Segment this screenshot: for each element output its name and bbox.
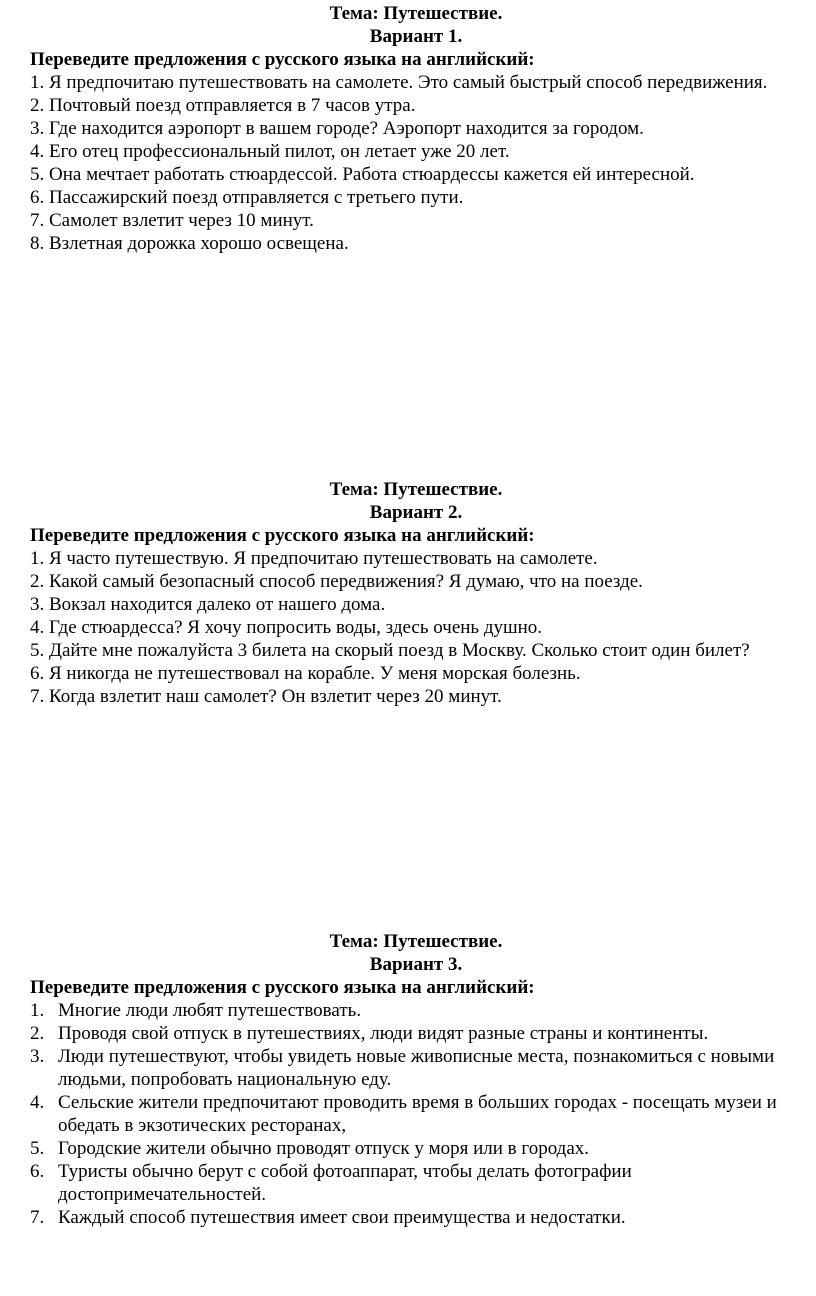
item-number: 4. (30, 617, 45, 638)
list-item (30, 209, 802, 232)
item-text: Многие люди любят путешествовать. (58, 1000, 362, 1021)
instruction-text: Переведите предложения с русского языка на английский: (30, 977, 535, 998)
topic-heading: Тема: Путешествие. (329, 479, 503, 500)
item-number: 1. (30, 548, 45, 569)
list-item (30, 1160, 802, 1206)
sentence-list (30, 71, 802, 255)
item-number: 4. (30, 1092, 45, 1113)
item-text: Взлетная дорожка хорошо освещена. (49, 233, 349, 254)
item-text: Когда взлетит наш самолет? Он взлетит через 20 минут. (49, 686, 502, 707)
item-text: Пассажирский поезд отправляется с третьего пути. (49, 187, 464, 208)
topic-heading: Тема: Путешествие. (329, 931, 503, 952)
list-item (30, 1045, 802, 1091)
item-text: Почтовый поезд отправляется в 7 часов утра. (49, 95, 416, 116)
variant-1-section (30, 2, 802, 255)
list-item (30, 71, 802, 94)
list-item (30, 662, 802, 685)
list-item (30, 117, 802, 140)
list-item (30, 1137, 802, 1160)
item-text: Городские жители обычно проводят отпуск у моря или в городах. (58, 1138, 590, 1159)
item-text: Я часто путешествую. Я предпочитаю путешествовать на самолете. (49, 548, 598, 569)
list-item (30, 232, 802, 255)
topic-heading: Тема: Путешествие. (329, 3, 503, 24)
list-item (30, 94, 802, 117)
item-number: 1. (30, 72, 45, 93)
item-text: Каждый способ путешествия имеет свои преимущества и недостатки. (58, 1207, 626, 1228)
item-text: Я предпочитаю путешествовать на самолете. Это самый быстрый способ передвижения. (49, 72, 768, 93)
instruction-text: Переведите предложения с русского языка на английский: (30, 525, 535, 546)
item-text: Его отец профессиональный пилот, он летает уже 20 лет. (49, 141, 510, 162)
list-item (30, 616, 802, 639)
item-number: 7. (30, 1207, 45, 1228)
variant-3-section (30, 930, 802, 1229)
item-text: Вокзал находится далеко от нашего дома. (49, 594, 386, 615)
list-item (30, 1091, 802, 1137)
item-number: 5. (30, 640, 45, 661)
item-text: Я никогда не путешествовал на корабле. У меня морская болезнь. (49, 663, 581, 684)
list-item (30, 999, 802, 1022)
item-text: Сельские жители предпочитают проводить время в больших городах - посещать музеи и обедать в экзотических ресторанах, (58, 1092, 777, 1136)
list-item (30, 570, 802, 593)
list-item (30, 593, 802, 616)
item-number: 2. (30, 571, 45, 592)
instruction-text: Переведите предложения с русского языка на английский: (30, 49, 535, 70)
item-text: Туристы обычно берут с собой фотоаппарат, чтобы делать фотографии достопримечательностей. (58, 1161, 632, 1205)
variant-heading: Вариант 2. (369, 502, 463, 523)
variant-heading: Вариант 1. (369, 26, 463, 47)
item-number: 6. (30, 187, 45, 208)
list-item (30, 140, 802, 163)
item-number: 7. (30, 210, 45, 231)
list-item (30, 547, 802, 570)
item-text: Люди путешествуют, чтобы увидеть новые живописные места, познакомиться с новыми людьми, попробовать национальную еду. (58, 1046, 775, 1090)
list-item (30, 1206, 802, 1229)
list-item (30, 163, 802, 186)
item-number: 3. (30, 594, 45, 615)
item-number: 4. (30, 141, 45, 162)
list-item (30, 639, 802, 662)
item-text: Дайте мне пожалуйста 3 билета на скорый поезд в Москву. Сколько стоит один билет? (49, 640, 750, 661)
item-number: 2. (30, 95, 45, 116)
list-item (30, 186, 802, 209)
item-number: 5. (30, 1138, 45, 1159)
variant-2-section (30, 478, 802, 708)
item-number: 3. (30, 1046, 45, 1067)
item-text: Где стюардесса? Я хочу попросить воды, здесь очень душно. (49, 617, 543, 638)
variant-heading: Вариант 3. (369, 954, 463, 975)
item-number: 5. (30, 164, 45, 185)
item-text: Она мечтает работать стюардессой. Работа стюардессы кажется ей интересной. (49, 164, 695, 185)
sentence-list (30, 999, 802, 1229)
item-text: Самолет взлетит через 10 минут. (49, 210, 314, 231)
item-number: 6. (30, 663, 45, 684)
item-number: 8. (30, 233, 45, 254)
item-number: 1. (30, 1000, 45, 1021)
sentence-list (30, 547, 802, 708)
item-text: Какой самый безопасный способ передвижения? Я думаю, что на поезде. (49, 571, 643, 592)
item-number: 3. (30, 118, 45, 139)
item-number: 2. (30, 1023, 45, 1044)
item-text: Где находится аэропорт в вашем городе? Аэропорт находится за городом. (49, 118, 644, 139)
item-number: 7. (30, 686, 45, 707)
item-number: 6. (30, 1161, 45, 1182)
item-text: Проводя свой отпуск в путешествиях, люди видят разные страны и континенты. (58, 1023, 709, 1044)
list-item (30, 685, 802, 708)
list-item (30, 1022, 802, 1045)
